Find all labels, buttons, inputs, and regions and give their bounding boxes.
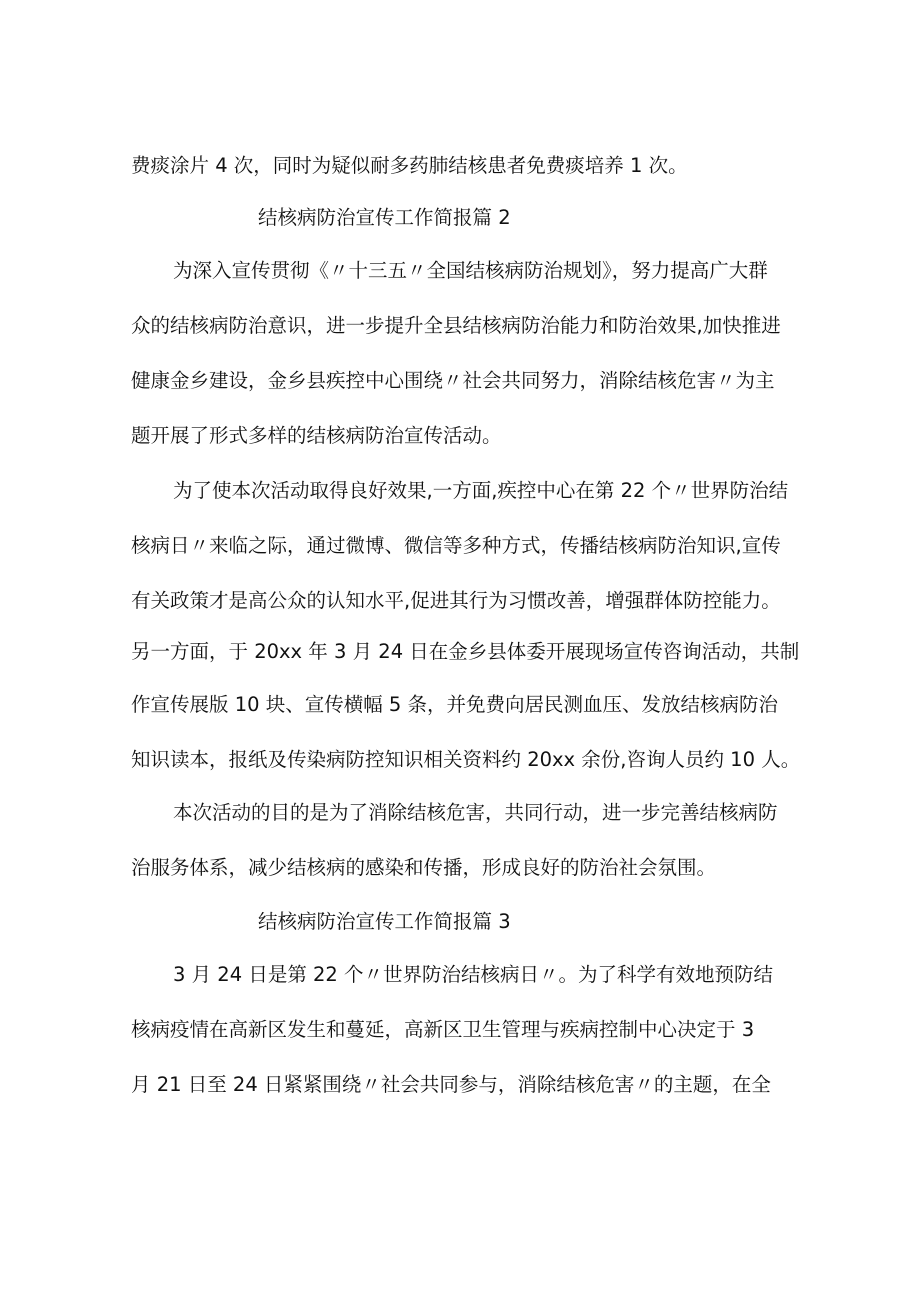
paragraph-line: 众的结核病防治意识，进一步提升全县结核病防治能力和防治效果,加快推进 xyxy=(131,314,781,337)
paragraph-line: 题开展了形式多样的结核病防治宣传活动。 xyxy=(131,424,502,447)
paragraph-line: 为了使本次活动取得良好效果,一方面,疾控中心在第 22 个〃世界防治结 xyxy=(173,479,789,502)
paragraph-line: 核病日〃来临之际，通过微博、微信等多种方式，传播结核病防治知识,宣传 xyxy=(131,534,781,557)
paragraph-line: 月 21 日至 24 日紧紧围绕〃社会共同参与，消除结核危害〃的主题，在全 xyxy=(131,1073,771,1096)
paragraph-line: 3 月 24 日是第 22 个〃世界防治结核病日〃。为了科学有效地预防结 xyxy=(173,963,774,986)
paragraph-line: 有关政策才是高公众的认知水平,促进其行为习惯改善，增强群体防控能力。 xyxy=(131,589,781,612)
paragraph-line: 治服务体系，减少结核病的感染和传播，形成良好的防治社会氛围。 xyxy=(131,856,717,879)
paragraph-line: 另一方面，于 20xx 年 3 月 24 日在金乡县体委开展现场宣传咨询活动，共制 xyxy=(131,640,800,663)
paragraph-line: 知识读本，报纸及传染病防控知识相关资料约 20xx 余份,咨询人员约 10 人。 xyxy=(131,748,801,771)
section-heading: 结核病防治宣传工作简报篇 3 xyxy=(258,910,511,933)
text-line: 费痰涂片 4 次，同时为疑似耐多药肺结核患者免费痰培养 1 次。 xyxy=(131,154,688,177)
section-heading: 结核病防治宣传工作简报篇 2 xyxy=(258,206,511,229)
paragraph-line: 健康金乡建设，金乡县疾控中心围绕〃社会共同努力，消除结核危害〃为主 xyxy=(131,369,775,392)
paragraph-line: 本次活动的目的是为了消除结核危害，共同行动，进一步完善结核病防 xyxy=(173,801,778,824)
paragraph-line: 为深入宣传贯彻《〃十三五〃全国结核病防治规划》，努力提高广大群 xyxy=(173,259,768,282)
paragraph-line: 作宣传展版 10 块、宣传横幅 5 条，并免费向居民测血压、发放结核病防治 xyxy=(131,693,779,716)
paragraph-line: 核病疫情在高新区发生和蔓延，高新区卫生管理与疾病控制中心决定于 3 xyxy=(131,1018,755,1041)
